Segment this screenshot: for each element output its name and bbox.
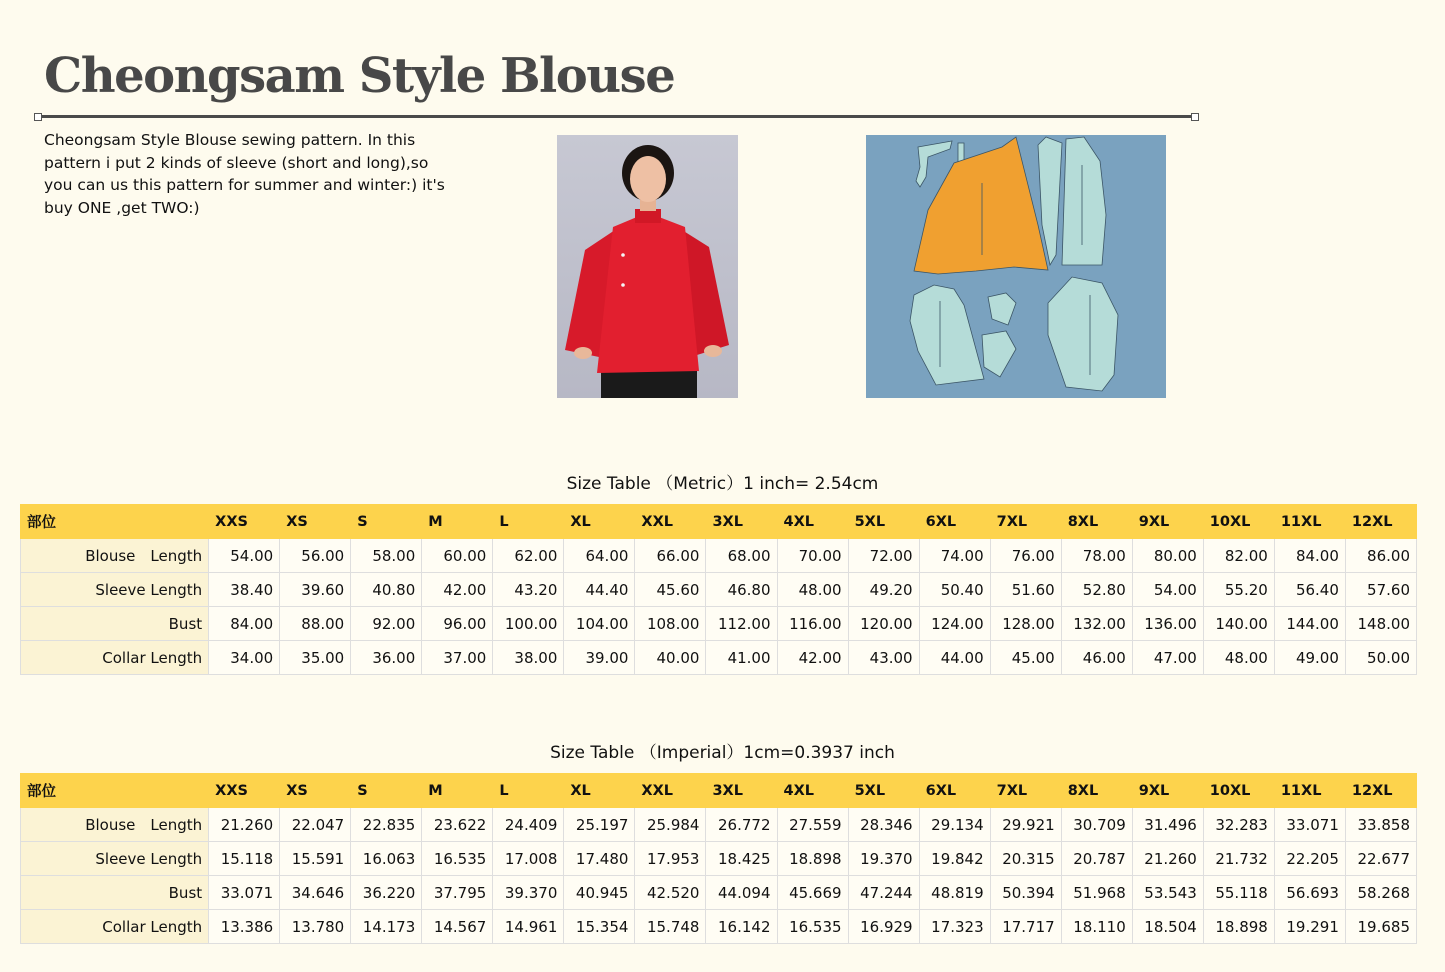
table-cell: 17.008 bbox=[493, 842, 564, 876]
header-cell: 10XL bbox=[1203, 774, 1274, 808]
header-cell: 4XL bbox=[777, 774, 848, 808]
table-cell: 40.00 bbox=[635, 641, 706, 675]
header-cell: XS bbox=[280, 774, 351, 808]
table-cell: 96.00 bbox=[422, 607, 493, 641]
table-cell: 100.00 bbox=[493, 607, 564, 641]
table-cell: 29.921 bbox=[990, 808, 1061, 842]
table-cell: 108.00 bbox=[635, 607, 706, 641]
table-row bbox=[21, 842, 1417, 876]
table-cell: 15.591 bbox=[280, 842, 351, 876]
header-cell: 6XL bbox=[919, 774, 990, 808]
table-cell: 33.071 bbox=[1274, 808, 1345, 842]
header-cell: 6XL bbox=[919, 505, 990, 539]
table-cell: 55.118 bbox=[1203, 876, 1274, 910]
table-cell: 24.409 bbox=[493, 808, 564, 842]
row-label: Bust bbox=[21, 607, 209, 641]
table-cell: 76.00 bbox=[990, 539, 1061, 573]
table-cell: 84.00 bbox=[209, 607, 280, 641]
header-cell: 部位 bbox=[21, 505, 209, 539]
table-cell: 48.00 bbox=[777, 573, 848, 607]
table-cell: 26.772 bbox=[706, 808, 777, 842]
table-cell: 29.134 bbox=[919, 808, 990, 842]
table-row bbox=[21, 808, 1417, 842]
table-cell: 45.60 bbox=[635, 573, 706, 607]
table-cell: 39.370 bbox=[493, 876, 564, 910]
table-cell: 120.00 bbox=[848, 607, 919, 641]
header-cell: 3XL bbox=[706, 774, 777, 808]
table-cell: 52.80 bbox=[1061, 573, 1132, 607]
table-cell: 22.205 bbox=[1274, 842, 1345, 876]
table-cell: 56.00 bbox=[280, 539, 351, 573]
table-cell: 42.00 bbox=[422, 573, 493, 607]
table-cell: 33.858 bbox=[1345, 808, 1416, 842]
table-cell: 18.898 bbox=[777, 842, 848, 876]
table-cell: 22.677 bbox=[1345, 842, 1416, 876]
header-cell: 9XL bbox=[1132, 505, 1203, 539]
table-cell: 50.40 bbox=[919, 573, 990, 607]
table-cell: 31.496 bbox=[1132, 808, 1203, 842]
table-cell: 16.535 bbox=[422, 842, 493, 876]
table-cell: 19.685 bbox=[1345, 910, 1416, 944]
table-cell: 30.709 bbox=[1061, 808, 1132, 842]
table-cell: 16.535 bbox=[777, 910, 848, 944]
header-cell: XXL bbox=[635, 774, 706, 808]
header-cell: S bbox=[351, 505, 422, 539]
table-cell: 64.00 bbox=[564, 539, 635, 573]
table-cell: 84.00 bbox=[1274, 539, 1345, 573]
table-cell: 15.354 bbox=[564, 910, 635, 944]
table-cell: 38.40 bbox=[209, 573, 280, 607]
table-cell: 16.929 bbox=[848, 910, 919, 944]
table-cell: 21.260 bbox=[1132, 842, 1203, 876]
table-cell: 43.00 bbox=[848, 641, 919, 675]
row-label: Collar Length bbox=[21, 641, 209, 675]
table-cell: 18.898 bbox=[1203, 910, 1274, 944]
header-cell: 3XL bbox=[706, 505, 777, 539]
header-cell: 8XL bbox=[1061, 774, 1132, 808]
row-label: Collar Length bbox=[21, 910, 209, 944]
table-cell: 18.425 bbox=[706, 842, 777, 876]
table-header-row bbox=[21, 505, 1417, 539]
header-cell: 11XL bbox=[1274, 505, 1345, 539]
header-cell: XL bbox=[564, 774, 635, 808]
table-cell: 50.00 bbox=[1345, 641, 1416, 675]
header-cell: 部位 bbox=[21, 774, 209, 808]
table-cell: 55.20 bbox=[1203, 573, 1274, 607]
table-cell: 20.787 bbox=[1061, 842, 1132, 876]
table-cell: 25.197 bbox=[564, 808, 635, 842]
table-cell: 42.520 bbox=[635, 876, 706, 910]
table-cell: 19.842 bbox=[919, 842, 990, 876]
resize-handle-left[interactable] bbox=[34, 113, 42, 121]
table-cell: 21.732 bbox=[1203, 842, 1274, 876]
row-label: Sleeve Length bbox=[21, 573, 209, 607]
table-cell: 48.00 bbox=[1203, 641, 1274, 675]
table-cell: 16.142 bbox=[706, 910, 777, 944]
table-cell: 136.00 bbox=[1132, 607, 1203, 641]
table-cell: 19.370 bbox=[848, 842, 919, 876]
table-cell: 21.260 bbox=[209, 808, 280, 842]
table-cell: 46.80 bbox=[706, 573, 777, 607]
header-cell: 7XL bbox=[990, 774, 1061, 808]
table-cell: 56.40 bbox=[1274, 573, 1345, 607]
table-cell: 49.00 bbox=[1274, 641, 1345, 675]
table-cell: 17.717 bbox=[990, 910, 1061, 944]
metric-table-caption: Size Table （Metric）1 inch= 2.54cm bbox=[566, 474, 879, 494]
header-cell: 11XL bbox=[1274, 774, 1345, 808]
table-cell: 47.00 bbox=[1132, 641, 1203, 675]
table-cell: 140.00 bbox=[1203, 607, 1274, 641]
table-row bbox=[21, 607, 1417, 641]
table-cell: 44.40 bbox=[564, 573, 635, 607]
table-cell: 92.00 bbox=[351, 607, 422, 641]
table-cell: 18.110 bbox=[1061, 910, 1132, 944]
table-cell: 80.00 bbox=[1132, 539, 1203, 573]
table-cell: 41.00 bbox=[706, 641, 777, 675]
table-cell: 16.063 bbox=[351, 842, 422, 876]
header-cell: 8XL bbox=[1061, 505, 1132, 539]
row-label: Blouse Length bbox=[21, 539, 209, 573]
table-cell: 20.315 bbox=[990, 842, 1061, 876]
table-cell: 36.00 bbox=[351, 641, 422, 675]
table-cell: 46.00 bbox=[1061, 641, 1132, 675]
header-cell: 12XL bbox=[1345, 774, 1416, 808]
table-row bbox=[21, 641, 1417, 675]
table-cell: 66.00 bbox=[635, 539, 706, 573]
table-cell: 54.00 bbox=[209, 539, 280, 573]
table-cell: 144.00 bbox=[1274, 607, 1345, 641]
row-label: Bust bbox=[21, 876, 209, 910]
table-cell: 39.00 bbox=[564, 641, 635, 675]
table-cell: 34.646 bbox=[280, 876, 351, 910]
pattern-pieces-image bbox=[866, 135, 1166, 398]
table-cell: 54.00 bbox=[1132, 573, 1203, 607]
table-cell: 68.00 bbox=[706, 539, 777, 573]
header-cell: XXS bbox=[209, 505, 280, 539]
table-cell: 148.00 bbox=[1345, 607, 1416, 641]
table-cell: 17.480 bbox=[564, 842, 635, 876]
table-cell: 58.268 bbox=[1345, 876, 1416, 910]
table-cell: 15.748 bbox=[635, 910, 706, 944]
table-cell: 45.669 bbox=[777, 876, 848, 910]
table-cell: 15.118 bbox=[209, 842, 280, 876]
table-cell: 51.60 bbox=[990, 573, 1061, 607]
table-cell: 72.00 bbox=[848, 539, 919, 573]
table-cell: 32.283 bbox=[1203, 808, 1274, 842]
table-cell: 40.945 bbox=[564, 876, 635, 910]
table-cell: 44.00 bbox=[919, 641, 990, 675]
table-cell: 47.244 bbox=[848, 876, 919, 910]
table-cell: 82.00 bbox=[1203, 539, 1274, 573]
table-cell: 57.60 bbox=[1345, 573, 1416, 607]
table-cell: 35.00 bbox=[280, 641, 351, 675]
header-cell: 5XL bbox=[848, 505, 919, 539]
header-cell: L bbox=[493, 774, 564, 808]
table-row bbox=[21, 876, 1417, 910]
table-cell: 50.394 bbox=[990, 876, 1061, 910]
page-title: Cheongsam Style Blouse bbox=[44, 48, 675, 104]
table-cell: 17.953 bbox=[635, 842, 706, 876]
table-cell: 42.00 bbox=[777, 641, 848, 675]
header-cell: L bbox=[493, 505, 564, 539]
table-cell: 58.00 bbox=[351, 539, 422, 573]
header-cell: 9XL bbox=[1132, 774, 1203, 808]
table-cell: 27.559 bbox=[777, 808, 848, 842]
table-row bbox=[21, 573, 1417, 607]
table-cell: 132.00 bbox=[1061, 607, 1132, 641]
header-cell: XXS bbox=[209, 774, 280, 808]
table-cell: 34.00 bbox=[209, 641, 280, 675]
resize-handle-right[interactable] bbox=[1191, 113, 1199, 121]
table-cell: 128.00 bbox=[990, 607, 1061, 641]
table-cell: 38.00 bbox=[493, 641, 564, 675]
header-cell: M bbox=[422, 505, 493, 539]
table-cell: 62.00 bbox=[493, 539, 564, 573]
table-cell: 14.567 bbox=[422, 910, 493, 944]
table-cell: 51.968 bbox=[1061, 876, 1132, 910]
table-row bbox=[21, 910, 1417, 944]
table-cell: 74.00 bbox=[919, 539, 990, 573]
table-cell: 116.00 bbox=[777, 607, 848, 641]
header-cell: S bbox=[351, 774, 422, 808]
table-cell: 36.220 bbox=[351, 876, 422, 910]
table-cell: 25.984 bbox=[635, 808, 706, 842]
header-cell: M bbox=[422, 774, 493, 808]
header-cell: XS bbox=[280, 505, 351, 539]
table-cell: 88.00 bbox=[280, 607, 351, 641]
pattern-description: Cheongsam Style Blouse sewing pattern. In this pattern i put 2 kinds of sleeve (short and long),so you can us this pattern for summer and winter:) it's buy ONE ,get TWO:) bbox=[44, 131, 445, 217]
table-cell: 37.00 bbox=[422, 641, 493, 675]
table-cell: 33.071 bbox=[209, 876, 280, 910]
table-cell: 124.00 bbox=[919, 607, 990, 641]
header-cell: 4XL bbox=[777, 505, 848, 539]
header-cell: 12XL bbox=[1345, 505, 1416, 539]
table-cell: 78.00 bbox=[1061, 539, 1132, 573]
header-cell: XXL bbox=[635, 505, 706, 539]
table-cell: 37.795 bbox=[422, 876, 493, 910]
table-cell: 22.047 bbox=[280, 808, 351, 842]
table-cell: 56.693 bbox=[1274, 876, 1345, 910]
imperial-size-table bbox=[20, 773, 1417, 944]
table-cell: 14.961 bbox=[493, 910, 564, 944]
table-cell: 22.835 bbox=[351, 808, 422, 842]
table-cell: 39.60 bbox=[280, 573, 351, 607]
table-header-row bbox=[21, 774, 1417, 808]
table-cell: 40.80 bbox=[351, 573, 422, 607]
table-cell: 13.780 bbox=[280, 910, 351, 944]
table-cell: 70.00 bbox=[777, 539, 848, 573]
table-cell: 13.386 bbox=[209, 910, 280, 944]
table-cell: 112.00 bbox=[706, 607, 777, 641]
table-cell: 14.173 bbox=[351, 910, 422, 944]
row-label: Sleeve Length bbox=[21, 842, 209, 876]
table-cell: 60.00 bbox=[422, 539, 493, 573]
table-cell: 19.291 bbox=[1274, 910, 1345, 944]
header-cell: 10XL bbox=[1203, 505, 1274, 539]
table-cell: 18.504 bbox=[1132, 910, 1203, 944]
table-cell: 104.00 bbox=[564, 607, 635, 641]
header-cell: 7XL bbox=[990, 505, 1061, 539]
row-label: Blouse Length bbox=[21, 808, 209, 842]
table-cell: 23.622 bbox=[422, 808, 493, 842]
imperial-table-caption: Size Table （Imperial）1cm=0.3937 inch bbox=[550, 743, 895, 763]
metric-size-table bbox=[20, 504, 1417, 675]
title-underline bbox=[38, 115, 1196, 118]
table-cell: 53.543 bbox=[1132, 876, 1203, 910]
table-cell: 45.00 bbox=[990, 641, 1061, 675]
table-cell: 49.20 bbox=[848, 573, 919, 607]
table-cell: 86.00 bbox=[1345, 539, 1416, 573]
table-row bbox=[21, 539, 1417, 573]
table-cell: 48.819 bbox=[919, 876, 990, 910]
header-cell: XL bbox=[564, 505, 635, 539]
table-cell: 28.346 bbox=[848, 808, 919, 842]
model-photo bbox=[557, 135, 738, 398]
table-cell: 43.20 bbox=[493, 573, 564, 607]
table-cell: 17.323 bbox=[919, 910, 990, 944]
table-cell: 44.094 bbox=[706, 876, 777, 910]
header-cell: 5XL bbox=[848, 774, 919, 808]
